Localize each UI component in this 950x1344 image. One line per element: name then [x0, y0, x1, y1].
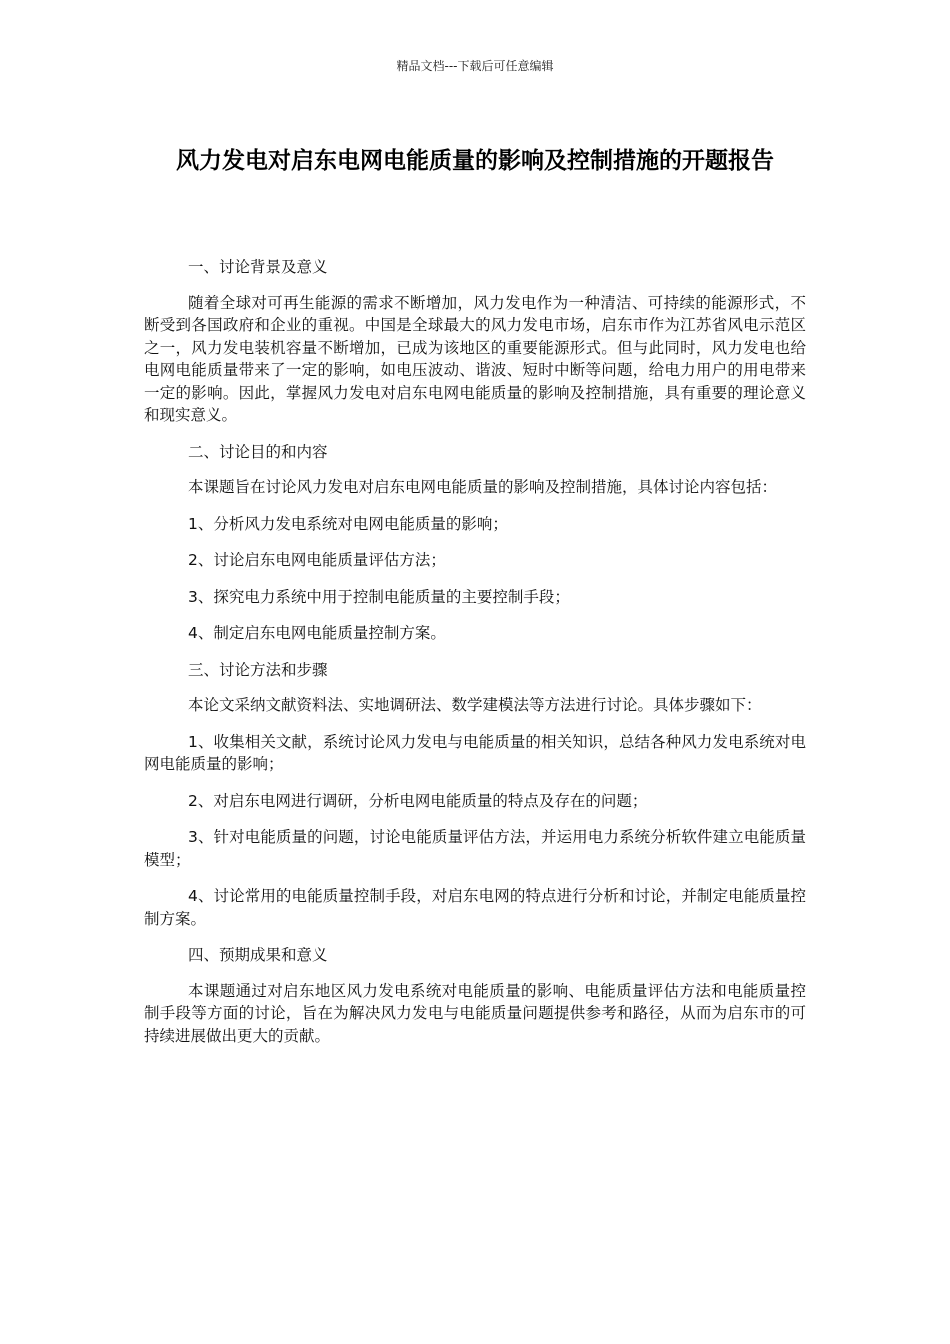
section-heading-outcomes: 四、预期成果和意义	[188, 946, 328, 964]
list-item-objective-3: 3、探究电力系统中用于控制电能质量的主要控制手段；	[188, 587, 570, 606]
list-item-objective-4: 4、制定启东电网电能质量控制方案。	[188, 624, 446, 642]
paragraph-outcomes: 本课题通过对启东地区风力发电系统对电能质量的影响、电能质量评估方法和电能质量控制手段等方面的讨论，旨在为解决风力发电与电能质量问题提供参考和路径，从而为启东市的可持续进展做出更大的贡献。	[144, 981, 806, 1045]
paragraph-objectives: 本课题旨在讨论风力发电对启东电网电能质量的影响及控制措施，具体讨论内容包括：	[188, 478, 778, 496]
list-item-step-4: 4、讨论常用的电能质量控制手段，对启东电网的特点进行分析和讨论，并制定电能质量控制方案。	[144, 887, 806, 928]
list-item-objective-2: 2、讨论启东电网电能质量评估方法；	[188, 551, 446, 569]
header-note: 精品文档---下载后可任意编辑	[396, 59, 554, 73]
document-body	[144, 256, 806, 1061]
list-item-step-1: 1、收集相关文献，系统讨论风力发电与电能质量的相关知识，总结各种风力发电系统对电网电能质量的影响；	[144, 732, 806, 773]
document-title: 风力发电对启东电网电能质量的影响及控制措施的开题报告	[176, 148, 774, 174]
paragraph-methods: 本论文采纳文献资料法、实地调研法、数学建模法等方法进行讨论。具体步骤如下：	[188, 696, 762, 714]
paragraph-background: 随着全球对可再生能源的需求不断增加，风力发电作为一种清洁、可持续的能源形式，不断受到各国政府和企业的重视。中国是全球最大的风力发电市场，启东市作为江苏省风电示范区之一，风力发电装机容量不断增加，已成为该地区的重要能源形式。但与此同时，风力发电也给电网电能质量带来了一定的影响，如电压波动、谐波、短时中断等问题，给电力用户的用电带来一定的影响。因此，掌握风力发电对启东电网电能质量的影响及控制措施，具有重要的理论意义和现实意义。	[144, 293, 806, 424]
list-item-step-2: 2、对启东电网进行调研，分析电网电能质量的特点及存在的问题；	[188, 791, 648, 810]
list-item-step-3: 3、针对电能质量的问题，讨论电能质量评估方法，并运用电力系统分析软件建立电能质量模型；	[144, 828, 806, 869]
list-item-objective-1: 1、分析风力发电系统对电网电能质量的影响；	[188, 514, 508, 533]
section-heading-background: 一、讨论背景及意义	[188, 258, 328, 276]
section-heading-methods: 三、讨论方法和步骤	[188, 660, 328, 679]
section-heading-objectives: 二、讨论目的和内容	[188, 442, 328, 461]
